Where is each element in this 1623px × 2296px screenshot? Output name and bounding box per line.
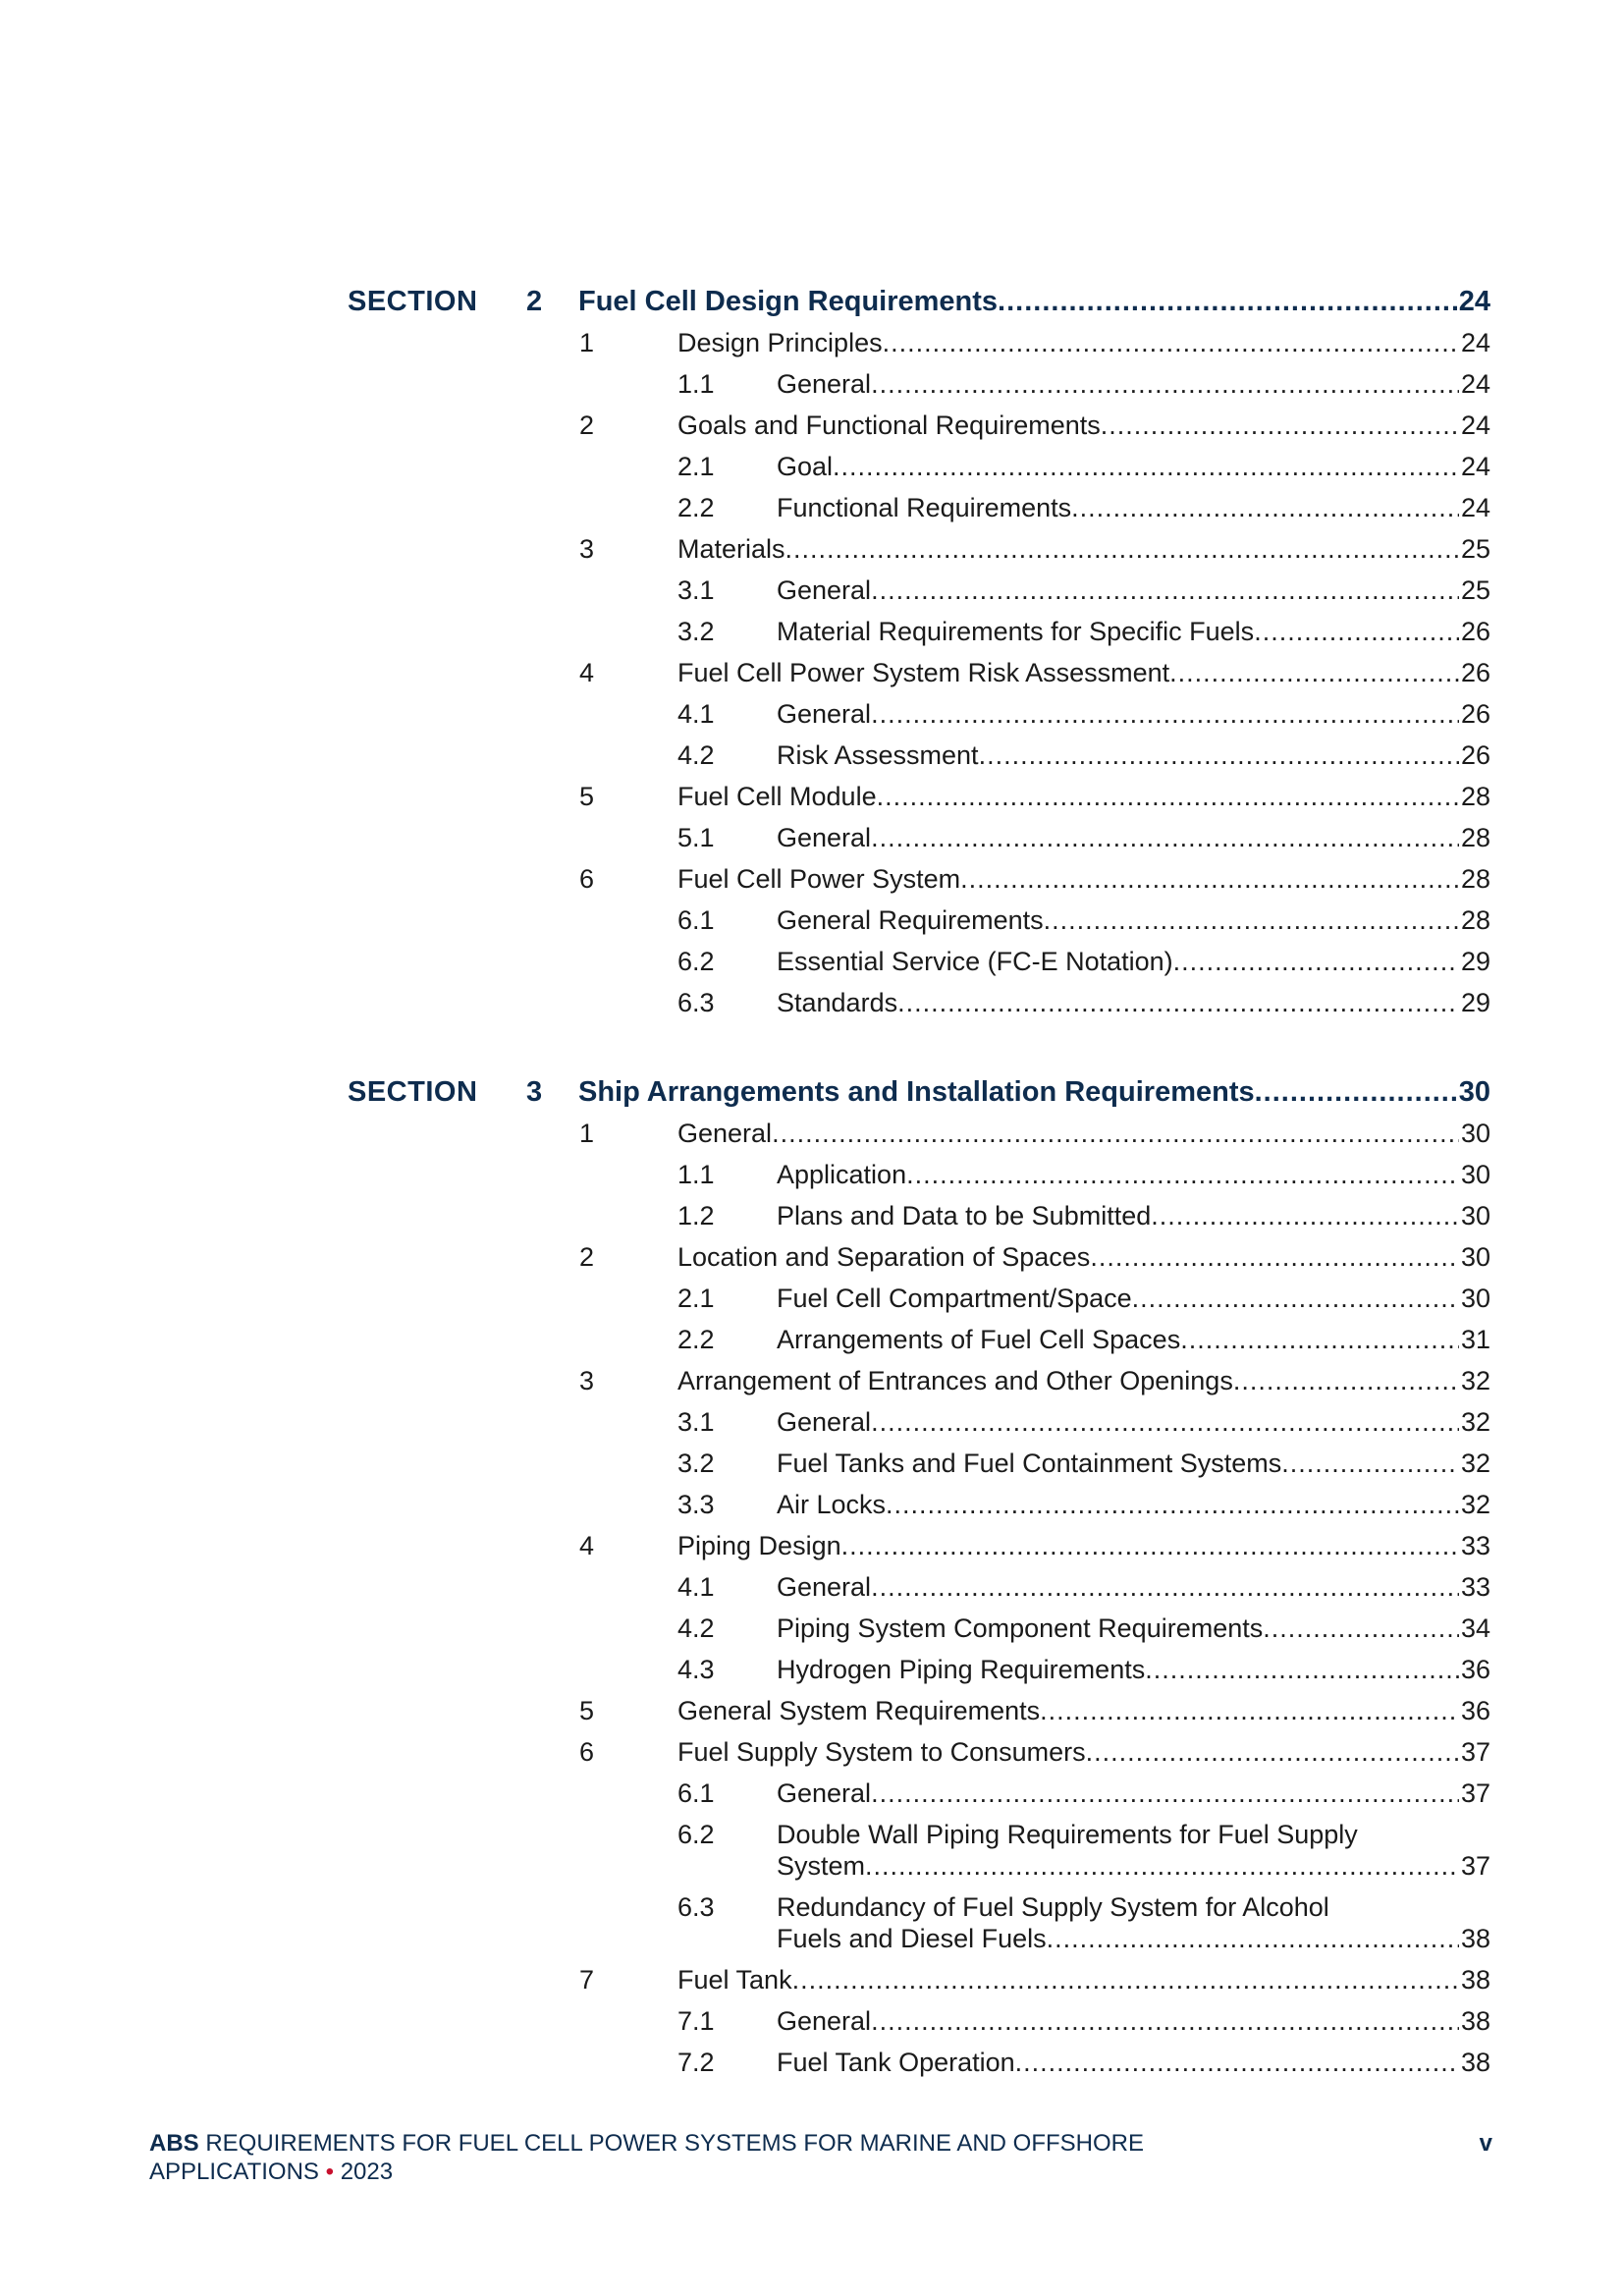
entry-page-number: 30: [1460, 1242, 1490, 1272]
entry-leader: [677, 1360, 1490, 1401]
entry-leader: [777, 982, 1490, 1023]
toc-subentry[interactable]: [0, 570, 1623, 611]
dot-leader: [871, 2000, 1459, 2042]
entry-title: Hydrogen Piping Requirements: [777, 1655, 1146, 1684]
entry-leader: [777, 446, 1490, 487]
toc-subentry[interactable]: [0, 1484, 1623, 1525]
footer-brand: ABS: [149, 2130, 199, 2157]
toc-entry[interactable]: [0, 1690, 1623, 1731]
dot-leader: [871, 817, 1459, 858]
toc-entry[interactable]: [0, 1525, 1623, 1566]
toc-subentry[interactable]: [0, 941, 1623, 982]
entry-number: 3: [579, 534, 595, 564]
entry-number: 1.2: [677, 1201, 715, 1230]
section-label: SECTION: [348, 1076, 478, 1108]
entry-title: Double Wall Piping Requirements for Fuel Supply: [777, 1820, 1358, 1849]
section-label: SECTION: [348, 286, 478, 317]
entry-title: Goals and Functional Requirements: [677, 410, 1101, 440]
dot-leader: [1040, 1690, 1459, 1731]
toc-subentry[interactable]: [0, 446, 1623, 487]
entry-page-number: 30: [1460, 1201, 1490, 1230]
entry-page-number: 30: [1460, 1284, 1490, 1313]
entry-page-number: 28: [1460, 864, 1490, 894]
dot-leader: [1132, 1278, 1459, 1319]
dot-leader: [1086, 1731, 1459, 1773]
entry-leader: [677, 1731, 1490, 1773]
dot-leader: [871, 1401, 1459, 1443]
dot-leader: [998, 281, 1457, 322]
toc-entry[interactable]: [0, 322, 1623, 363]
dot-leader: [1173, 941, 1459, 982]
dot-leader: [1101, 405, 1459, 446]
entry-leader: [777, 363, 1490, 405]
entry-leader: [777, 1401, 1490, 1443]
entry-number: 5.1: [677, 823, 715, 852]
entry-page-number: 33: [1460, 1531, 1490, 1560]
entry-number: 1.1: [677, 369, 715, 399]
entry-number: 6: [579, 864, 595, 894]
entry-title: General System Requirements: [677, 1696, 1041, 1725]
entry-page-number: 36: [1460, 1696, 1490, 1725]
toc-subentry[interactable]: [0, 1886, 1623, 1959]
toc-subentry[interactable]: [0, 817, 1623, 858]
entry-title: Standards: [777, 988, 898, 1017]
dot-leader: [1233, 1360, 1459, 1401]
entry-leader: [777, 1195, 1490, 1236]
entry-number: 3.2: [677, 1449, 715, 1478]
dot-leader: [1254, 611, 1459, 652]
toc-subentry[interactable]: [0, 1443, 1623, 1484]
entry-page-number: 25: [1460, 575, 1490, 605]
entry-page-number: 29: [1460, 988, 1490, 1017]
toc-entry[interactable]: [0, 652, 1623, 693]
entry-title: Fuel Cell Power System: [677, 864, 961, 894]
entry-page-number: 37: [1460, 1778, 1490, 1808]
entry-leader: [777, 1649, 1490, 1690]
entry-number: 4.2: [677, 1613, 715, 1643]
entry-number: 6.3: [677, 1892, 715, 1922]
entry-leader: [677, 1690, 1490, 1731]
entry-page-number: 31: [1460, 1325, 1490, 1354]
entry-page-number: 26: [1460, 617, 1490, 646]
dot-leader: [792, 1959, 1459, 2000]
entry-number: 3.1: [677, 1407, 715, 1437]
entry-leader: [777, 570, 1490, 611]
entry-page-number: 26: [1460, 658, 1490, 687]
dot-leader: [871, 570, 1459, 611]
entry-leader: [777, 817, 1490, 858]
dot-leader: [1044, 900, 1459, 941]
entry-leader: [677, 1525, 1490, 1566]
entry-number: 4.1: [677, 699, 715, 729]
entry-page-number: 38: [1460, 2048, 1490, 2077]
entry-title: Materials: [677, 534, 785, 564]
footer-year: 2023: [340, 2159, 394, 2185]
entry-title: General: [777, 1572, 872, 1602]
entry-leader: [777, 693, 1490, 735]
entry-page-number: 37: [1460, 1737, 1490, 1767]
entry-page-number: 24: [1460, 328, 1490, 357]
dot-leader: [1090, 1236, 1459, 1278]
entry-page-number: 38: [1460, 1924, 1490, 1953]
entry-number: 3.3: [677, 1490, 715, 1519]
toc-entry[interactable]: [0, 858, 1623, 900]
entry-title: Design Principles: [677, 328, 883, 357]
section-heading: [0, 1071, 1623, 1113]
entry-leader: [777, 1319, 1490, 1360]
entry-number: 3.1: [677, 575, 715, 605]
dot-leader: [897, 982, 1459, 1023]
entry-page-number: 28: [1460, 782, 1490, 811]
dot-leader: [1169, 652, 1459, 693]
entry-page-number: 24: [1460, 493, 1490, 522]
entry-leader: [677, 1236, 1490, 1278]
entry-page-number: 34: [1460, 1613, 1490, 1643]
entry-number: 7: [579, 1965, 595, 1995]
entry-page-number: 32: [1460, 1366, 1490, 1395]
footer-bullet: •: [325, 2159, 335, 2185]
entry-leader: [777, 735, 1490, 776]
toc-entry[interactable]: [0, 776, 1623, 817]
entry-title: General: [777, 2006, 872, 2036]
entry-page-number: 30: [1460, 1119, 1490, 1148]
entry-number: 7.2: [677, 2048, 715, 2077]
entry-leader: [777, 487, 1490, 528]
dot-leader: [1281, 1443, 1459, 1484]
entry-page-number: 24: [1460, 410, 1490, 440]
entry-title: Arrangement of Entrances and Other Openings: [677, 1366, 1233, 1395]
footer-title-line2: APPLICATIONS: [149, 2159, 319, 2185]
toc-subentry[interactable]: [0, 735, 1623, 776]
entry-number: 2.1: [677, 452, 715, 481]
entry-page-number: 32: [1460, 1449, 1490, 1478]
toc-subentry[interactable]: [0, 1649, 1623, 1690]
entry-title: General: [777, 369, 872, 399]
entry-title: Piping System Component Requirements: [777, 1613, 1264, 1643]
entry-number: 4.2: [677, 740, 715, 770]
toc-subentry[interactable]: [0, 1195, 1623, 1236]
dot-leader: [1255, 1071, 1457, 1113]
entry-number: 4: [579, 1531, 595, 1560]
entry-leader: [677, 652, 1490, 693]
entry-number: 5: [579, 1696, 595, 1725]
entry-title: Arrangements of Fuel Cell Spaces: [777, 1325, 1181, 1354]
entry-leader: [777, 1484, 1490, 1525]
entry-title: Redundancy of Fuel Supply System for Alcohol: [777, 1892, 1329, 1922]
entry-title: General: [777, 1778, 872, 1808]
entry-number: 1.1: [677, 1160, 715, 1189]
entry-page-number: 25: [1460, 534, 1490, 564]
toc-subentry[interactable]: [0, 1608, 1623, 1649]
section-title-link[interactable]: [578, 1071, 1490, 1113]
entry-number: 5: [579, 782, 595, 811]
dot-leader: [772, 1113, 1459, 1154]
entry-leader: [777, 1773, 1490, 1814]
dot-leader: [871, 1566, 1459, 1608]
entry-title: Location and Separation of Spaces: [677, 1242, 1091, 1272]
entry-page-number: 38: [1460, 2006, 1490, 2036]
dot-leader: [979, 735, 1459, 776]
entry-page-number: 26: [1460, 740, 1490, 770]
toc-subentry[interactable]: [0, 1278, 1623, 1319]
dot-leader: [1145, 1649, 1459, 1690]
entry-number: 2: [579, 410, 595, 440]
toc-subentry[interactable]: [0, 1814, 1623, 1886]
entry-title: Fuel Tank Operation: [777, 2048, 1015, 2077]
toc-subentry[interactable]: [0, 487, 1623, 528]
section-title: Ship Arrangements and Installation Requirements: [578, 1076, 1255, 1108]
dot-leader: [886, 1484, 1459, 1525]
entry-number: 6.3: [677, 988, 715, 1017]
entry-title: Fuel Cell Module: [677, 782, 877, 811]
entry-leader: [777, 1608, 1490, 1649]
entry-leader: [677, 405, 1490, 446]
entry-number: 2.2: [677, 1325, 715, 1354]
entry-page-number: 24: [1460, 452, 1490, 481]
entry-page-number: 37: [1460, 1851, 1490, 1881]
entry-leader: [677, 1113, 1490, 1154]
dot-leader: [883, 322, 1459, 363]
dot-leader: [871, 1773, 1459, 1814]
dot-leader: [1263, 1608, 1459, 1649]
toc-subentry[interactable]: [0, 2042, 1623, 2083]
entry-number: 4.1: [677, 1572, 715, 1602]
dot-leader: [1071, 487, 1459, 528]
dot-leader: [1180, 1319, 1459, 1360]
entry-title: Fuel Tank: [677, 1965, 792, 1995]
footer-document-title: [149, 2129, 1492, 2158]
dot-leader: [841, 1525, 1459, 1566]
toc-subentry[interactable]: [0, 1566, 1623, 1608]
entry-number: 6.1: [677, 905, 715, 935]
entry-leader: [777, 2000, 1490, 2042]
entry-page-number: 32: [1460, 1407, 1490, 1437]
entry-number: 1: [579, 328, 595, 357]
entry-number: 2.2: [677, 493, 715, 522]
footer-page-number: v: [1479, 2130, 1492, 2157]
toc-subentry[interactable]: [0, 1319, 1623, 1360]
entry-title: Plans and Data to be Submitted: [777, 1201, 1152, 1230]
entry-number: 4.3: [677, 1655, 715, 1684]
entry-title: Fuel Tanks and Fuel Containment Systems: [777, 1449, 1282, 1478]
entry-title: Fuel Supply System to Consumers: [677, 1737, 1086, 1767]
entry-leader: [777, 941, 1490, 982]
entry-number: 1: [579, 1119, 595, 1148]
dot-leader: [877, 776, 1459, 817]
entry-number: 4: [579, 658, 595, 687]
section-page-number: 24: [1458, 286, 1490, 317]
entry-title: General: [777, 699, 872, 729]
toc-subentry[interactable]: [0, 363, 1623, 405]
toc-subentry[interactable]: [0, 693, 1623, 735]
page-footer: [149, 2129, 1492, 2186]
toc-entry[interactable]: [0, 1113, 1623, 1154]
entry-title-continued: Fuels and Diesel Fuels: [777, 1924, 1047, 1953]
entry-title: Fuel Cell Compartment/Space: [777, 1284, 1132, 1313]
entry-title: Material Requirements for Specific Fuels: [777, 617, 1255, 646]
toc-subentry[interactable]: [0, 1154, 1623, 1195]
entry-page-number: 33: [1460, 1572, 1490, 1602]
dot-leader: [1015, 2042, 1459, 2083]
entry-page-number: 26: [1460, 699, 1490, 729]
dot-leader: [1047, 1918, 1459, 1959]
toc-entry[interactable]: [0, 405, 1623, 446]
entry-leader: [777, 2042, 1490, 2083]
toc-subentry[interactable]: [0, 2000, 1623, 2042]
toc-subentry[interactable]: [0, 611, 1623, 652]
entry-title: General: [777, 823, 872, 852]
entry-leader: [777, 1845, 1490, 1886]
entry-title: General: [677, 1119, 773, 1148]
entry-number: 3.2: [677, 617, 715, 646]
entry-leader: [677, 322, 1490, 363]
entry-page-number: 36: [1460, 1655, 1490, 1684]
section-page-number: 30: [1458, 1076, 1490, 1108]
footer-title-line2-row: [149, 2158, 1492, 2186]
entry-number: 3: [579, 1366, 595, 1395]
entry-title: Functional Requirements: [777, 493, 1072, 522]
entry-title: Application: [777, 1160, 907, 1189]
entry-leader: [777, 900, 1490, 941]
entry-page-number: 32: [1460, 1490, 1490, 1519]
entry-title: Goal: [777, 452, 834, 481]
entry-number: 6.2: [677, 947, 715, 976]
dot-leader: [871, 363, 1459, 405]
toc-subentry[interactable]: [0, 1773, 1623, 1814]
section-title-link[interactable]: [578, 281, 1490, 322]
toc-entry[interactable]: [0, 1360, 1623, 1401]
entry-title: General: [777, 575, 872, 605]
section-title: Fuel Cell Design Requirements: [578, 286, 999, 317]
dot-leader: [833, 446, 1459, 487]
entry-number: 2.1: [677, 1284, 715, 1313]
entry-leader: [777, 1918, 1490, 1959]
entry-title: Fuel Cell Power System Risk Assessment: [677, 658, 1170, 687]
entry-number: 7.1: [677, 2006, 715, 2036]
entry-leader: [677, 776, 1490, 817]
entry-title: General Requirements: [777, 905, 1044, 935]
entry-leader: [777, 1443, 1490, 1484]
toc-entry[interactable]: [0, 1731, 1623, 1773]
dot-leader: [960, 858, 1459, 900]
entry-title: General: [777, 1407, 872, 1437]
entry-title-continued: System: [777, 1851, 866, 1881]
dot-leader: [1151, 1195, 1459, 1236]
entry-leader: [677, 858, 1490, 900]
footer-title-line1: REQUIREMENTS FOR FUEL CELL POWER SYSTEMS FOR MARINE AND OFFSHORE: [205, 2130, 1145, 2157]
entry-page-number: 28: [1460, 905, 1490, 935]
entry-page-number: 29: [1460, 947, 1490, 976]
entry-leader: [777, 611, 1490, 652]
entry-title: Piping Design: [677, 1531, 841, 1560]
entry-number: 6.2: [677, 1820, 715, 1849]
entry-page-number: 30: [1460, 1160, 1490, 1189]
entry-title: Essential Service (FC-E Notation): [777, 947, 1173, 976]
entry-page-number: 24: [1460, 369, 1490, 399]
dot-leader: [785, 528, 1459, 570]
entry-number: 2: [579, 1242, 595, 1272]
toc-subentry[interactable]: [0, 900, 1623, 941]
section-heading: [0, 281, 1623, 322]
entry-leader: [677, 1959, 1490, 2000]
toc-entry[interactable]: [0, 528, 1623, 570]
entry-leader: [777, 1566, 1490, 1608]
entry-page-number: 28: [1460, 823, 1490, 852]
entry-leader: [777, 1278, 1490, 1319]
dot-leader: [865, 1845, 1459, 1886]
entry-number: 6: [579, 1737, 595, 1767]
toc-entry[interactable]: [0, 1959, 1623, 2000]
entry-title: Air Locks: [777, 1490, 887, 1519]
entry-title: Risk Assessment: [777, 740, 979, 770]
entry-number: 6.1: [677, 1778, 715, 1808]
toc-entry[interactable]: [0, 1236, 1623, 1278]
entry-leader: [677, 528, 1490, 570]
dot-leader: [906, 1154, 1459, 1195]
section-number: 2: [526, 286, 543, 317]
toc-subentry[interactable]: [0, 982, 1623, 1023]
entry-leader: [777, 1154, 1490, 1195]
entry-page-number: 38: [1460, 1965, 1490, 1995]
dot-leader: [871, 693, 1459, 735]
toc-subentry[interactable]: [0, 1401, 1623, 1443]
section-number: 3: [526, 1076, 543, 1108]
